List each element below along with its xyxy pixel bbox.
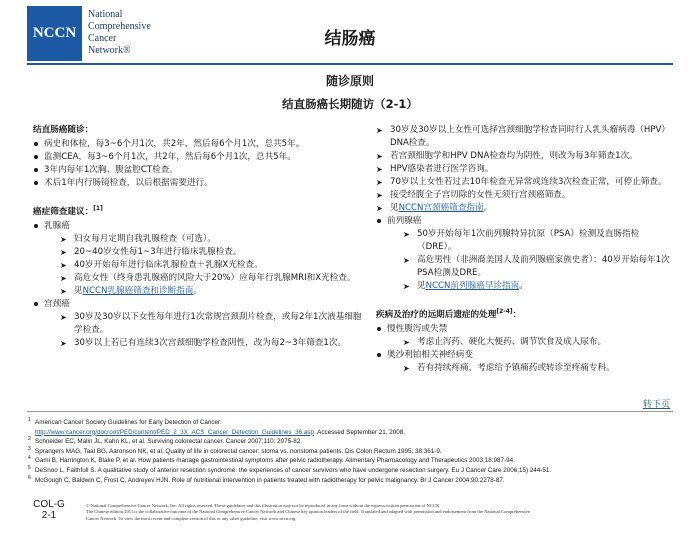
prostate-cancer-item — [376, 215, 676, 293]
screening-heading — [33, 202, 363, 219]
reference-text: . Accessed September 21, 2008. — [313, 428, 405, 436]
late-effects-block — [376, 305, 676, 375]
page-title: 结肠癌 — [324, 29, 376, 49]
surveillance-block — [33, 124, 363, 190]
reference-text: Gami B, Harrington K, Blake P, et al. How patients manage gastrointestinal symptoms after pelvic radiotherapy. Alimentary Pharmacology and Therapeutics 2003;18:987-94. — [35, 457, 515, 465]
screening-list — [33, 220, 363, 350]
reference-item — [28, 466, 668, 476]
list-item — [44, 285, 363, 298]
prostate-list — [376, 215, 676, 293]
list-item: ➤ 妇女每月定期自我乳腺检查（可选）。 — [44, 233, 363, 246]
late-effects-heading-text: 疾病及治疗的远期后遗症的处理 — [376, 309, 497, 320]
reference-url-link[interactable]: http://www.cancer.org/docroot/PED/content/PED_2_3X_ACS_Cancer_Detection_Guidelines_36.asp — [35, 428, 314, 436]
reference-number: 4 — [28, 455, 31, 462]
reference-number: 2 — [28, 436, 31, 443]
prostate-guideline-link[interactable]: NCCN前列腺癌早诊指南 — [425, 281, 520, 291]
cervical-cancer-item — [33, 298, 363, 350]
reference-text: McGough C, Baldwin C, Frost C, Andreyev HJN. Role of nutritional intervention in patients treated with radiotherapy for pelvic malignancy. Br J Cancer 2004;90:2278-87. — [35, 476, 505, 484]
diarrhea-label: 慢性腹泻或失禁 — [387, 323, 448, 334]
org-name-line: Network® — [88, 45, 131, 56]
list-item: ➤ 考虑止泻药、硬化大便药、调节饮食及成人尿布。 — [387, 336, 676, 349]
page-code-line: COL-G — [33, 499, 65, 510]
cervical-guideline-link[interactable]: NCCN宫颈癌筛查指南 — [398, 203, 484, 213]
reference-text: Sprangers MAG, Taal BG, Aaronson NK, et al. Quality of life in colorectal cancer: stoma vs. nonstoma patients. Dis Colon Rectum 1995; 38:361-9. — [35, 447, 442, 455]
copyright-line: The Chinese edition 2011 is the collaborative outcome of the National Comprehensive Cancer Network and Chinese key opinion leaders of the field. Translated and adapted with permission and endorsement from the National Comprehensive — [86, 509, 530, 515]
copyright-line: Cancer Network. To view the most recent and complete version of this or any other guideline, visit www.nccn.org. — [86, 515, 297, 521]
list-item: ➤ 若宫颈细胞学和HPV DNA检查均为阴性，则改为每3年筛查1次。 — [376, 150, 676, 163]
reference-text: Schneider EC, Malin JL, Kahn KL, et al. Surviving colorectal cancer. Cancer 2007;110: 2075-82. — [35, 438, 302, 446]
reference-item — [28, 418, 668, 428]
late-effects-list — [376, 323, 676, 375]
right-column — [376, 124, 676, 387]
list-item: ➤ 30岁以上若已有连续3次宫颈细胞学检查阴性，改为每2~3年筛查1次。 — [44, 337, 363, 350]
link-suffix: 。 — [519, 281, 528, 291]
reference-item — [28, 476, 668, 486]
copyright-line: © National Comprehensive Cancer Network, Inc. All rights reserved. These guidelines and this illustration may not be reproduced in any form without the express written permission of NCCN. — [86, 503, 441, 508]
neuropathy-sublist — [387, 362, 676, 375]
page-code-line: 2-1 — [41, 510, 57, 521]
prostate-cancer-label: 前列腺癌 — [387, 216, 422, 226]
heading-suffix: ： — [512, 309, 522, 320]
references — [28, 418, 668, 485]
breast-cancer-label: 乳腺癌 — [44, 220, 70, 231]
list-item: ➤ 接受经腹全子宫切除的女性无须行宫颈癌筛查。 — [376, 189, 676, 202]
reference-number: 5 — [28, 464, 31, 471]
list-item: ➤ 若有持续疼痛，考虑给予镇痛药或转诊至疼痛专科。 — [387, 362, 676, 375]
list-item: ➤ 40岁开始每年进行临床乳腺检查＋乳腺X光检查。 — [44, 259, 363, 272]
breast-sublist — [44, 233, 363, 298]
reference-number: 3 — [28, 445, 31, 452]
neuropathy-label: 奥沙利铂相关神经病变 — [387, 349, 473, 360]
org-name-line: Cancer — [88, 33, 117, 44]
diarrhea-sublist — [387, 336, 676, 349]
link-prefix: 见 — [74, 285, 83, 296]
copyright-notice — [86, 503, 676, 522]
left-column — [33, 124, 363, 362]
page-code — [30, 499, 68, 521]
list-item: 病史和体检，每3~6个月1次，共2年，然后每6个月1次，总共5年。 — [33, 138, 363, 151]
cervical-continued-block — [376, 124, 676, 293]
list-item: ➤ 30岁及30岁以上女性可选择宫颈细胞学检查同时行人乳头瘤病毒（HPV）DNA检查。 — [376, 124, 676, 150]
link-prefix: 见 — [390, 203, 399, 213]
diarrhea-item — [376, 323, 676, 349]
reference-marker: [2-4] — [496, 308, 513, 315]
section-subtitle: 结直肠癌长期随访（2-1） — [282, 97, 418, 111]
org-name-line: National — [88, 9, 123, 20]
breast-guideline-link[interactable]: NCCN乳腺癌筛查和诊断指南 — [82, 285, 194, 296]
section-title: 随诊原则 — [325, 74, 374, 88]
link-suffix: 。 — [193, 285, 203, 296]
list-item: ➤ 高危女性（终身患乳腺癌的风险大于20%）应每年行乳腺MRI和X光检查。 — [44, 272, 363, 285]
list-item: ➤ 高危男性（非洲裔美国人及前列腺癌家族史者）：40岁开始每年1次PSA检测及DRE。 — [387, 254, 676, 280]
cervical-sublist — [44, 311, 363, 350]
list-item: 3年内每年1次胸、腹盆腔CT检查。 — [33, 164, 363, 177]
cervical-continued-list — [376, 124, 676, 215]
list-item: ➤ 20~40岁女性每1~3年进行临床乳腺检查。 — [44, 246, 363, 259]
late-effects-heading — [376, 305, 676, 322]
reference-number: 1 — [28, 417, 31, 423]
reference-item — [28, 447, 668, 457]
org-name-line: Comprehensive — [88, 21, 151, 32]
screening-heading-text: 癌症筛查建议： — [33, 206, 94, 217]
link-suffix: 。 — [483, 203, 493, 213]
list-item — [387, 280, 676, 293]
reference-text: DeSnoo L, Faithfull S. A qualitative study of anterior resection syndrome: the experiences of cancer survivors who have undergone resection surgery. Eu J Cancer Care 2006;15) 244-51. — [35, 466, 552, 474]
header-divider — [27, 63, 673, 65]
surveillance-list — [33, 138, 363, 190]
surveillance-heading: 结直肠癌随诊： — [33, 125, 94, 135]
breast-cancer-item — [33, 220, 363, 298]
list-item: ➤ 70岁以上女性若过去10年检查无异常或连续3次检查正常，可停止筛查。 — [376, 176, 676, 189]
reference-marker: [1] — [93, 205, 103, 212]
screening-block — [33, 202, 363, 350]
reference-text: American Cancer Society Guidelines for Early Detection of Cancer: — [35, 419, 222, 426]
list-item: 监测CEA，每3~6个月1次，共2年，然后每6个月1次，总共5年。 — [33, 151, 363, 164]
link-prefix: 见 — [417, 281, 426, 291]
next-page-link[interactable]: 转下页 — [642, 400, 670, 410]
cervical-cancer-label: 宫颈癌 — [44, 298, 70, 309]
list-item: ➤ 50岁开始每年1次前列腺特异抗原（PSA）检测及直肠指检（DRE）。 — [387, 228, 676, 254]
list-item: ➤ HPV感染者进行医学咨询。 — [376, 163, 676, 176]
reference-number: 6 — [28, 474, 31, 481]
neuropathy-item — [376, 349, 676, 375]
reference-item — [28, 428, 668, 438]
list-item — [376, 202, 676, 215]
logo-abbr: NCCN — [32, 25, 77, 41]
reference-item — [28, 437, 668, 447]
reference-item — [28, 456, 668, 466]
footer-divider — [27, 411, 673, 412]
list-item: ➤ 30岁及30岁以下女性每年进行1次常规宫颈刮片检查，或每2年1次液基细胞学检查。 — [44, 311, 363, 337]
list-item: 术后1年内行肠镜检查，以后根据需要进行。 — [33, 177, 363, 190]
prostate-sublist — [387, 228, 676, 293]
